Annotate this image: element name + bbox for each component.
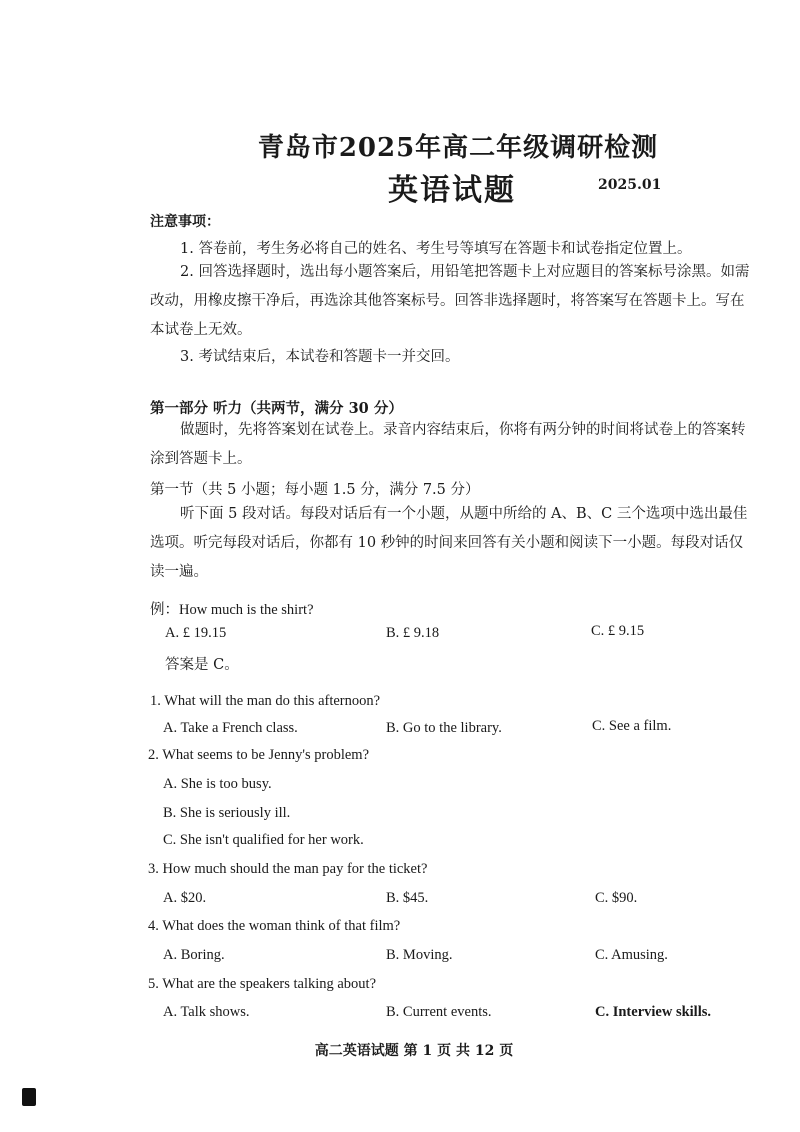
notice-item-1: 1. 答卷前，考生务必将自己的姓名、考生号等填写在答题卡和试卷指定位置上。	[180, 241, 692, 257]
subject-title: 英语试题	[388, 173, 516, 208]
q5-option-a: A. Talk shows.	[163, 1004, 250, 1020]
q2-option-b: B. She is seriously ill.	[163, 805, 291, 821]
scan-mark	[22, 1088, 36, 1106]
q1-option-a: A. Take a French class.	[163, 720, 298, 736]
example-option-c: C. £ 9.15	[591, 623, 645, 639]
q3-option-c: C. $90.	[595, 890, 638, 906]
q2-option-a: A. She is too busy.	[163, 776, 272, 792]
q2-option-c: C. She isn't qualified for her work.	[163, 832, 364, 848]
example-option-a: A. £ 19.15	[165, 625, 227, 641]
q4-option-c: C. Amusing.	[595, 947, 668, 963]
section1-heading: 第一节（共 5 小题；每小题 1.5 分，满分 7.5 分）	[150, 482, 480, 498]
example-answer: 答案是 C。	[165, 657, 239, 673]
q4-option-a: A. Boring.	[163, 947, 225, 963]
question-5: 5. What are the speakers talking about?	[148, 976, 377, 992]
question-1: 1. What will the man do this afternoon?	[150, 693, 381, 709]
exam-title: 青岛市2025年高二年级调研检测	[257, 133, 659, 163]
page-footer: 高二英语试题 第 1 页 共 12 页	[314, 1043, 514, 1059]
q5-option-c: C. Interview skills.	[595, 1004, 711, 1020]
q1-option-c: C. See a film.	[592, 718, 672, 734]
question-4: 4. What does the woman think of that film?	[148, 918, 401, 934]
notice-item-2: 2. 回答选择题时，选出每小题答案后，用铅笔把答题卡上对应题目的答案标号涂黑。如需改动，用橡皮擦干净后，再选涂其他答案标号。回答非选择题时，将答案写在答题卡上。写在本试卷上无效。	[150, 264, 750, 338]
notice-item-3: 3. 考试结束后，本试卷和答题卡一并交回。	[180, 349, 460, 365]
exam-date: 2025.01	[598, 177, 662, 193]
question-3: 3. How much should the man pay for the ticket?	[148, 861, 428, 877]
q1-option-b: B. Go to the library.	[386, 720, 502, 736]
section1-intro: 听下面 5 段对话。每段对话后有一个小题，从题中所给的 A、B、C 三个选项中选出最佳选项。听完每段对话后，你都有 10 秒钟的时间来回答有关小题和阅读下一小题。每段对话仅读一遍。	[150, 506, 748, 580]
q5-option-b: B. Current events.	[386, 1004, 492, 1020]
q3-option-b: B. $45.	[386, 890, 429, 906]
q3-option-a: A. $20.	[163, 890, 207, 906]
part1-intro: 做题时，先将答案划在试卷上。录音内容结束后，你将有两分钟的时间将试卷上的答案转涂到答题卡上。	[150, 422, 746, 467]
example-option-b: B. £ 9.18	[386, 625, 440, 641]
part1-heading: 第一部分 听力（共两节，满分 30 分）	[150, 400, 403, 417]
q4-option-b: B. Moving.	[386, 947, 453, 963]
question-2: 2. What seems to be Jenny's problem?	[148, 747, 370, 763]
notice-heading: 注意事项：	[150, 214, 220, 230]
example-question: 例：How much is the shirt?	[150, 602, 314, 618]
